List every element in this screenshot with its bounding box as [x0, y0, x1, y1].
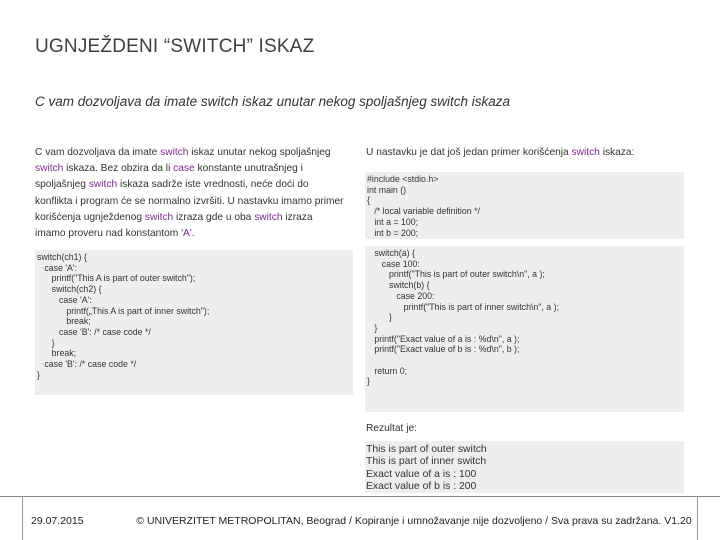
paragraph-text: C vam dozvoljava da imate — [35, 147, 161, 158]
code-line: switch(a) { — [367, 248, 415, 258]
paragraph-text: iskaza sadrže iste vrednosti, neće doći do konflikta i program će se normalno izvršiti. U nastavku imamo primer korišćenja ugnježdenog — [35, 179, 344, 223]
footer-divider — [0, 496, 720, 497]
code-line: switch(ch2) { — [37, 284, 102, 295]
footer-divider-right — [697, 496, 698, 540]
code-line: break; — [37, 316, 91, 327]
code-line: printf("This A is part of outer switch"); — [37, 273, 196, 284]
paragraph-keyword: switch — [160, 147, 189, 158]
code-line: printf("This is part of outer switch\n", a ); — [367, 269, 545, 280]
right-intro-after: iskaza: — [599, 147, 635, 158]
example-code-switch-block — [365, 246, 684, 412]
output-line: This is part of inner switch — [366, 456, 487, 468]
code-line: } — [367, 376, 370, 387]
code-line: int a = 100; — [367, 216, 419, 227]
left-paragraph — [35, 145, 345, 242]
code-line: printf(„This A is part of inner switch"); — [37, 305, 210, 316]
paragraph-keyword: case — [173, 163, 195, 175]
code-line: case 'A': — [37, 294, 92, 305]
example-code-header-block — [365, 172, 684, 239]
paragraph-keyword: 'A' — [181, 228, 192, 240]
output-line: Exact value of a is : 100 — [366, 468, 477, 480]
output-line: Exact value of b is : 200 — [366, 480, 477, 492]
code-line: case 'B': /* case code */ — [37, 326, 151, 337]
footer-date: 29.07.2015 — [31, 515, 84, 527]
code-line: break; — [37, 348, 77, 359]
paragraph-keyword: switch — [254, 211, 283, 223]
code-line: printf("Exact value of b is : %d\n", b ); — [367, 344, 520, 355]
paragraph-text: konstante unutrašnjeg i spoljašnjeg — [35, 163, 303, 191]
result-label: Rezultat je: — [366, 423, 417, 434]
paragraph-text: iskaz unutar nekog spoljašnjeg — [188, 147, 331, 158]
code-line: case 100: — [367, 258, 420, 269]
program-output-block — [365, 441, 684, 493]
code-line — [367, 355, 684, 366]
paragraph-text: izraza gde u oba — [173, 211, 255, 223]
footer-copyright: © UNIVERZITET METROPOLITAN, Beograd / Kopiranje i umnožavanje nije dozvoljeno / Sva prava su zadržana. V1.20 — [136, 515, 692, 527]
code-line: /* local variable definition */ — [367, 206, 480, 217]
paragraph-keyword: switch — [144, 211, 174, 223]
code-line: } — [37, 369, 40, 380]
code-line: } — [37, 337, 55, 348]
code-line: return 0; — [367, 365, 408, 376]
code-line: case 'B': /* case code */ — [37, 359, 137, 370]
right-intro-keyword: switch — [571, 147, 600, 158]
nested-switch-code-block — [35, 250, 353, 395]
output-line: This is part of outer switch — [366, 444, 487, 455]
paragraph-text: iskaza. Bez obzira da li — [63, 163, 174, 175]
code-line: } — [367, 312, 392, 323]
code-line: case 'A': — [37, 262, 78, 273]
paragraph-keyword: switch — [35, 163, 64, 175]
right-intro-before: U nastavku je dat još jedan primer korišćenja — [366, 147, 572, 158]
code-line: printf("Exact value of a is : %d\n", a ); — [367, 333, 520, 344]
right-intro-text — [366, 147, 634, 158]
paragraph-keyword: switch — [88, 179, 118, 191]
code-line: } — [367, 322, 378, 333]
code-line: case 200: — [367, 290, 435, 301]
paragraph-text: izraza imamo proveru nad konstantom — [35, 211, 313, 240]
code-line: #include <stdio.h> — [367, 174, 439, 184]
code-line: printf("This is part of inner switch\n", a ); — [367, 301, 560, 312]
paragraph-text: . — [191, 228, 195, 240]
code-line: switch(ch1) { — [37, 252, 87, 262]
slide-subtitle: C vam dozvoljava da imate switch iskaz unutar nekog spoljašnjeg switch iskaza — [35, 94, 510, 109]
code-line: switch(b) { — [367, 280, 430, 291]
code-line: int b = 200; — [367, 227, 419, 238]
code-line: int main () — [367, 184, 407, 195]
slide-title: UGNJEŽDENI “SWITCH” ISKAZ — [35, 36, 315, 57]
footer-divider-left — [22, 496, 23, 540]
code-line: { — [367, 195, 370, 206]
